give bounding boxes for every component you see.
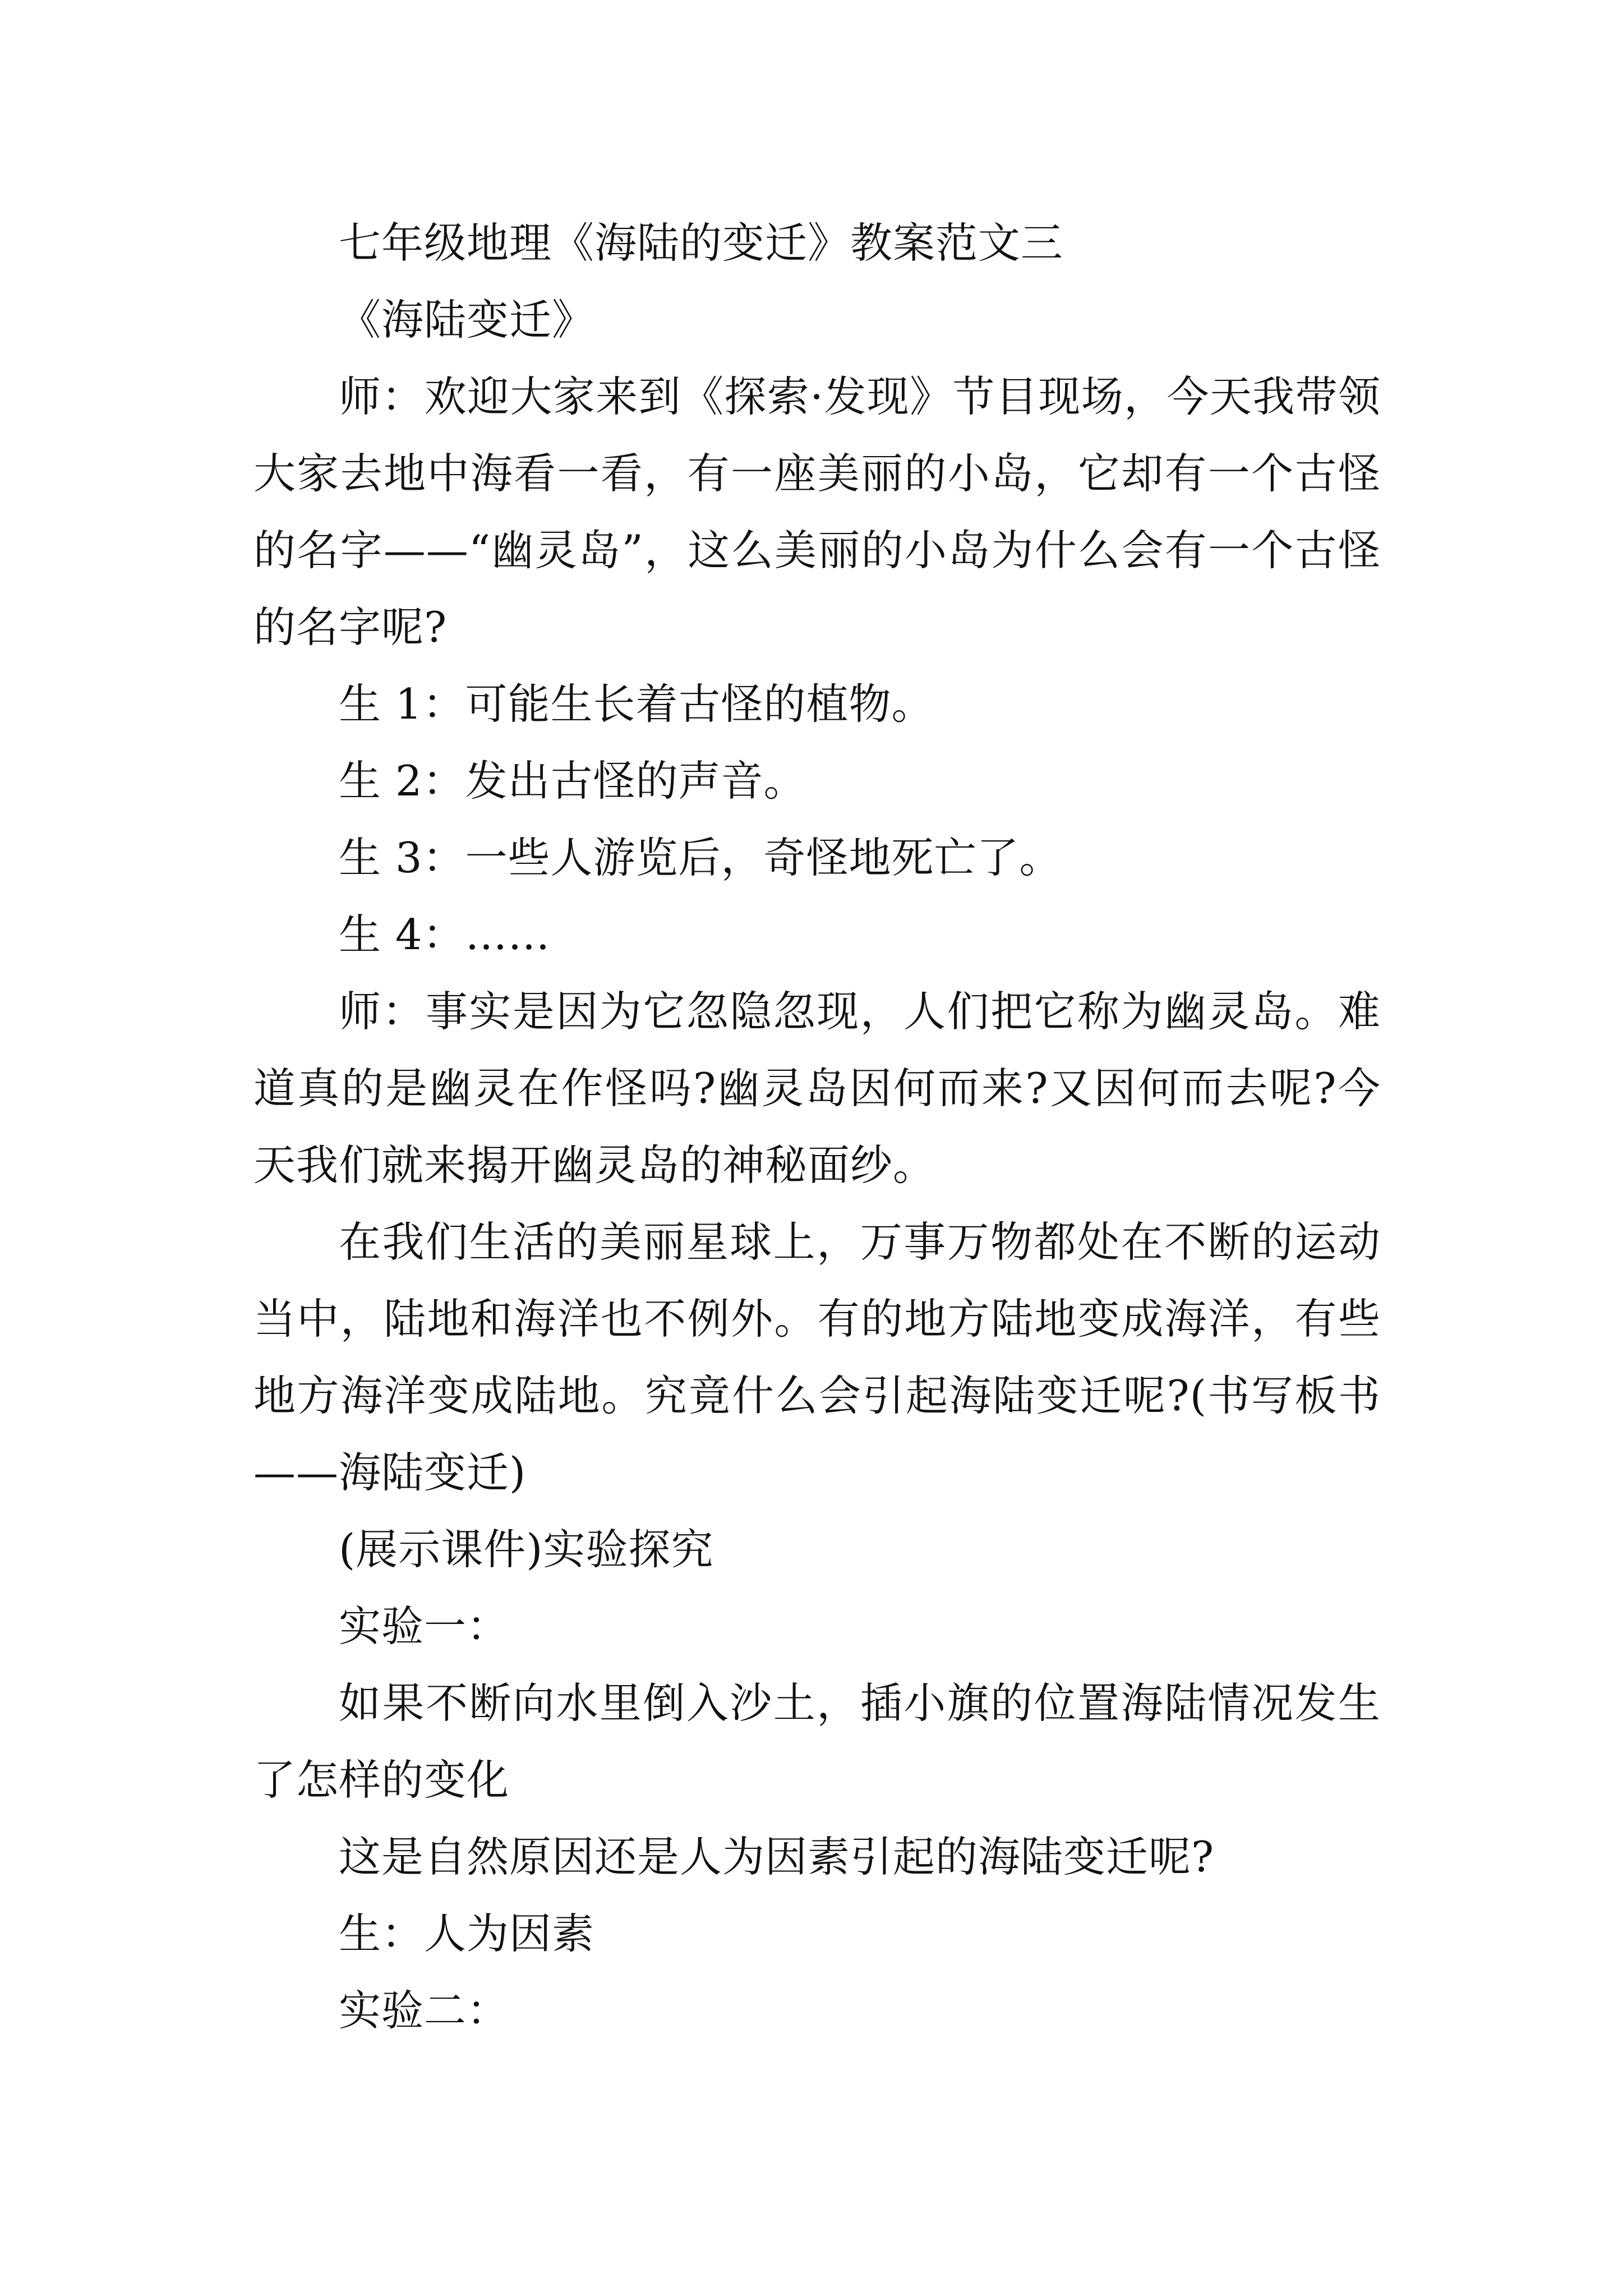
paragraph-student-2: 生 2：发出古怪的声音。: [339, 756, 806, 806]
document-title: 七年级地理《海陆的变迁》教案范文三: [339, 218, 1064, 268]
paragraph-student-4: 生 4：……: [339, 910, 551, 959]
paragraph-student-answer: 生：人为因素: [339, 1909, 595, 1958]
paragraph-student-3: 生 3：一些人游览后，奇怪地死亡了。: [339, 833, 1062, 882]
paragraph-experiment-1-heading: 实验一：: [339, 1602, 510, 1651]
paragraph-student-1: 生 1：可能生长着古怪的植物。: [339, 679, 934, 729]
paragraph-earth-motion: 在我们生活的美丽星球上，万事万物都处在不断的运动当中，陆地和海洋也不例外。有的地方陆地变成海洋，有些地方海洋变成陆地。究竟什么会引起海陆变迁呢?(书写板书——海陆变迁): [253, 1217, 1381, 1497]
document-body: [253, 205, 1381, 2049]
paragraph-cause-question: 这是自然原因还是人为因素引起的海陆变迁呢?: [339, 1832, 1215, 1881]
lesson-subtitle: 《海陆变迁》: [339, 295, 595, 344]
paragraph-teacher-intro: 师：欢迎大家来到《探索·发现》节目现场，今天我带领大家去地中海看一看，有一座美丽的小岛，它却有一个古怪的名字——“幽灵岛”，这么美丽的小岛为什么会有一个古怪的名字呢?: [253, 372, 1381, 652]
paragraph-experiment-2-heading: 实验二：: [339, 1986, 510, 2035]
paragraph-teacher-explain: 师：事实是因为它忽隐忽现，人们把它称为幽灵岛。难道真的是幽灵在作怪吗?幽灵岛因何而来?又因何而去呢?今天我们就来揭开幽灵岛的神秘面纱。: [253, 987, 1381, 1190]
paragraph-courseware: (展示课件)实验探究: [339, 1525, 714, 1574]
paragraph-experiment-1-question: 如果不断向水里倒入沙土，插小旗的位置海陆情况发生了怎样的变化: [253, 1678, 1381, 1805]
